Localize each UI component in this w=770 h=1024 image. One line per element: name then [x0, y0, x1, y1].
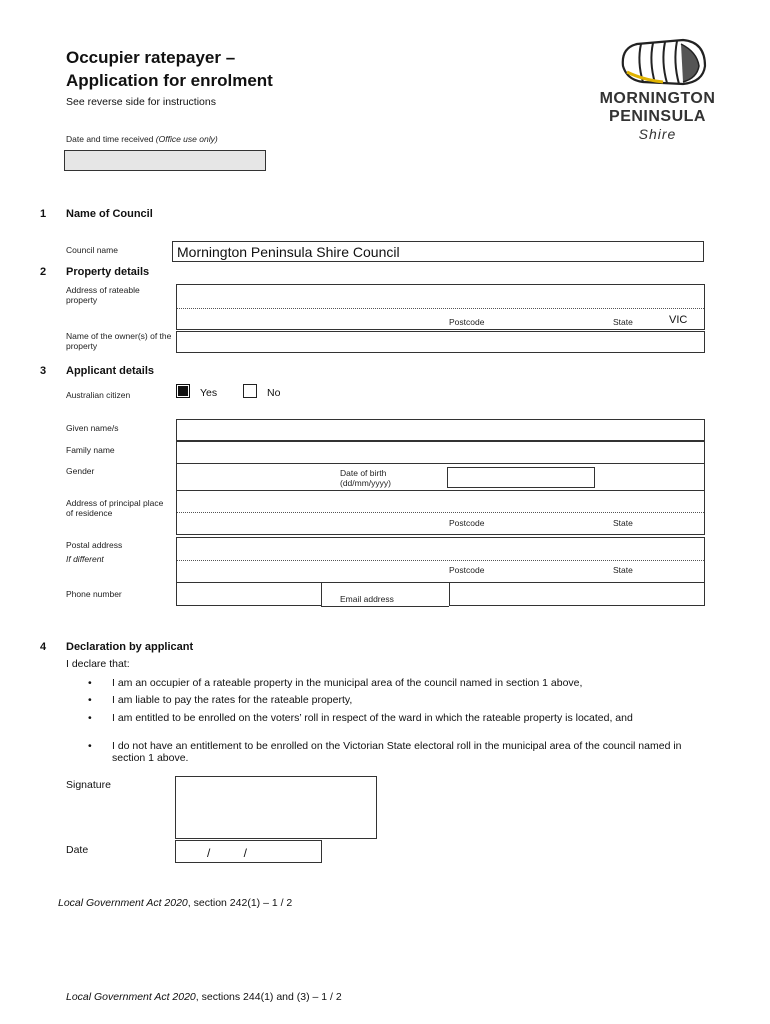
received-field	[64, 150, 266, 171]
received-label	[66, 134, 218, 144]
property-address-label: Address of rateable property	[66, 285, 140, 305]
logo-line1: MORNINGTON	[599, 90, 716, 107]
logo-line3: Shire	[638, 126, 677, 142]
section1-title: Name of Council	[66, 208, 153, 220]
received-label-note: (Office use only)	[155, 134, 218, 144]
property-state-value: VIC	[669, 314, 688, 326]
phone-field[interactable]	[176, 582, 322, 606]
family-name-field[interactable]	[176, 441, 705, 464]
signature-label: Signature	[66, 779, 111, 791]
residence-divider	[177, 512, 704, 513]
declaration-bullet-2: • I am liable to pay the rates for the rateable property,	[112, 694, 692, 706]
email-field[interactable]	[449, 582, 705, 606]
act-reference-2-section: , sections 244(1) and (3) – 1 / 2	[195, 991, 342, 1003]
act-reference-2	[66, 991, 342, 1003]
postal-address-divider	[177, 560, 704, 561]
council-name-label: Council name	[66, 245, 118, 255]
section4-number: 4	[40, 641, 47, 653]
citizen-label: Australian citizen	[66, 390, 131, 400]
shell-logo-icon	[613, 36, 713, 88]
council-name-field[interactable]	[172, 241, 704, 262]
postal-state-label: State	[613, 565, 633, 575]
act-reference-1-act: Local Government Act 2020	[58, 897, 188, 909]
property-address-divider	[177, 308, 704, 309]
signature-field[interactable]	[175, 776, 377, 839]
phone-label: Phone number	[66, 589, 122, 599]
section2-number: 2	[40, 266, 47, 278]
declaration-bullet-4: • I do not have an entitlement to be enrolled on the Victorian State electoral roll in the municipal area of the council named in section 1 above.	[112, 740, 692, 764]
residence-postcode-label: Postcode	[449, 518, 485, 528]
postal-address-field[interactable]	[176, 537, 705, 583]
gender-field[interactable]	[176, 463, 322, 491]
act-reference-1-section: , section 242(1) – 1 / 2	[187, 897, 293, 909]
property-address-field[interactable]	[176, 284, 705, 330]
declaration-bullet-3: • I am entitled to be enrolled on the voters’ roll in respect of the ward in which the rateable property is located, and	[112, 712, 672, 724]
form-title-line2: Application for enrolment	[66, 71, 273, 90]
email-label: Email address	[340, 594, 394, 604]
form-subtitle: See reverse side for instructions	[66, 96, 216, 108]
section3-title: Applicant details	[66, 365, 155, 377]
act-reference-2-act: Local Government Act 2020	[66, 991, 196, 1003]
citizen-yes-label: Yes	[200, 387, 218, 399]
date-label: Date	[66, 844, 89, 856]
postal-postcode-label: Postcode	[449, 565, 485, 575]
property-postcode-label: Postcode	[449, 317, 485, 327]
act-reference-1	[58, 897, 292, 909]
received-label-text: Date and time received	[66, 134, 156, 144]
postal-address-note: If different	[66, 554, 104, 564]
family-name-label: Family name	[66, 445, 115, 455]
postal-address-label: Postal address	[66, 540, 123, 550]
dob-cell	[321, 463, 705, 491]
email-cell-bottom-line	[321, 606, 449, 607]
declaration-bullet-1: • I am an occupier of a rateable property in the municipal area of the council named in section 1 above,	[112, 677, 692, 689]
logo-line2: PENINSULA	[609, 108, 706, 125]
owner-name-field[interactable]	[176, 331, 705, 353]
declaration-intro: I declare that:	[66, 658, 130, 670]
citizen-no-label: No	[267, 387, 281, 399]
residence-label: Address of principal place of residence	[66, 498, 164, 518]
date-separators: / /	[207, 846, 248, 860]
dob-field[interactable]	[447, 467, 595, 488]
owner-name-label: Name of the owner(s) of the property	[66, 331, 172, 351]
gender-label: Gender	[66, 466, 95, 476]
council-name-value: Mornington Peninsula Shire Council	[177, 244, 400, 260]
given-name-field[interactable]	[176, 419, 705, 441]
date-field[interactable]	[175, 840, 322, 863]
property-state-label: State	[613, 317, 633, 327]
section2-title: Property details	[66, 266, 150, 278]
dob-label: Date of birth (dd/mm/yyyy)	[340, 468, 391, 488]
form-title-line1: Occupier ratepayer –	[66, 48, 236, 67]
residence-field[interactable]	[176, 490, 705, 535]
section4-title: Declaration by applicant	[66, 641, 194, 653]
shire-logo	[585, 36, 730, 146]
section1-number: 1	[40, 208, 47, 220]
citizen-yes-checkbox[interactable]	[176, 384, 190, 398]
given-name-label: Given name/s	[66, 423, 119, 433]
residence-state-label: State	[613, 518, 633, 528]
citizen-no-checkbox[interactable]	[243, 384, 257, 398]
section3-number: 3	[40, 365, 47, 377]
